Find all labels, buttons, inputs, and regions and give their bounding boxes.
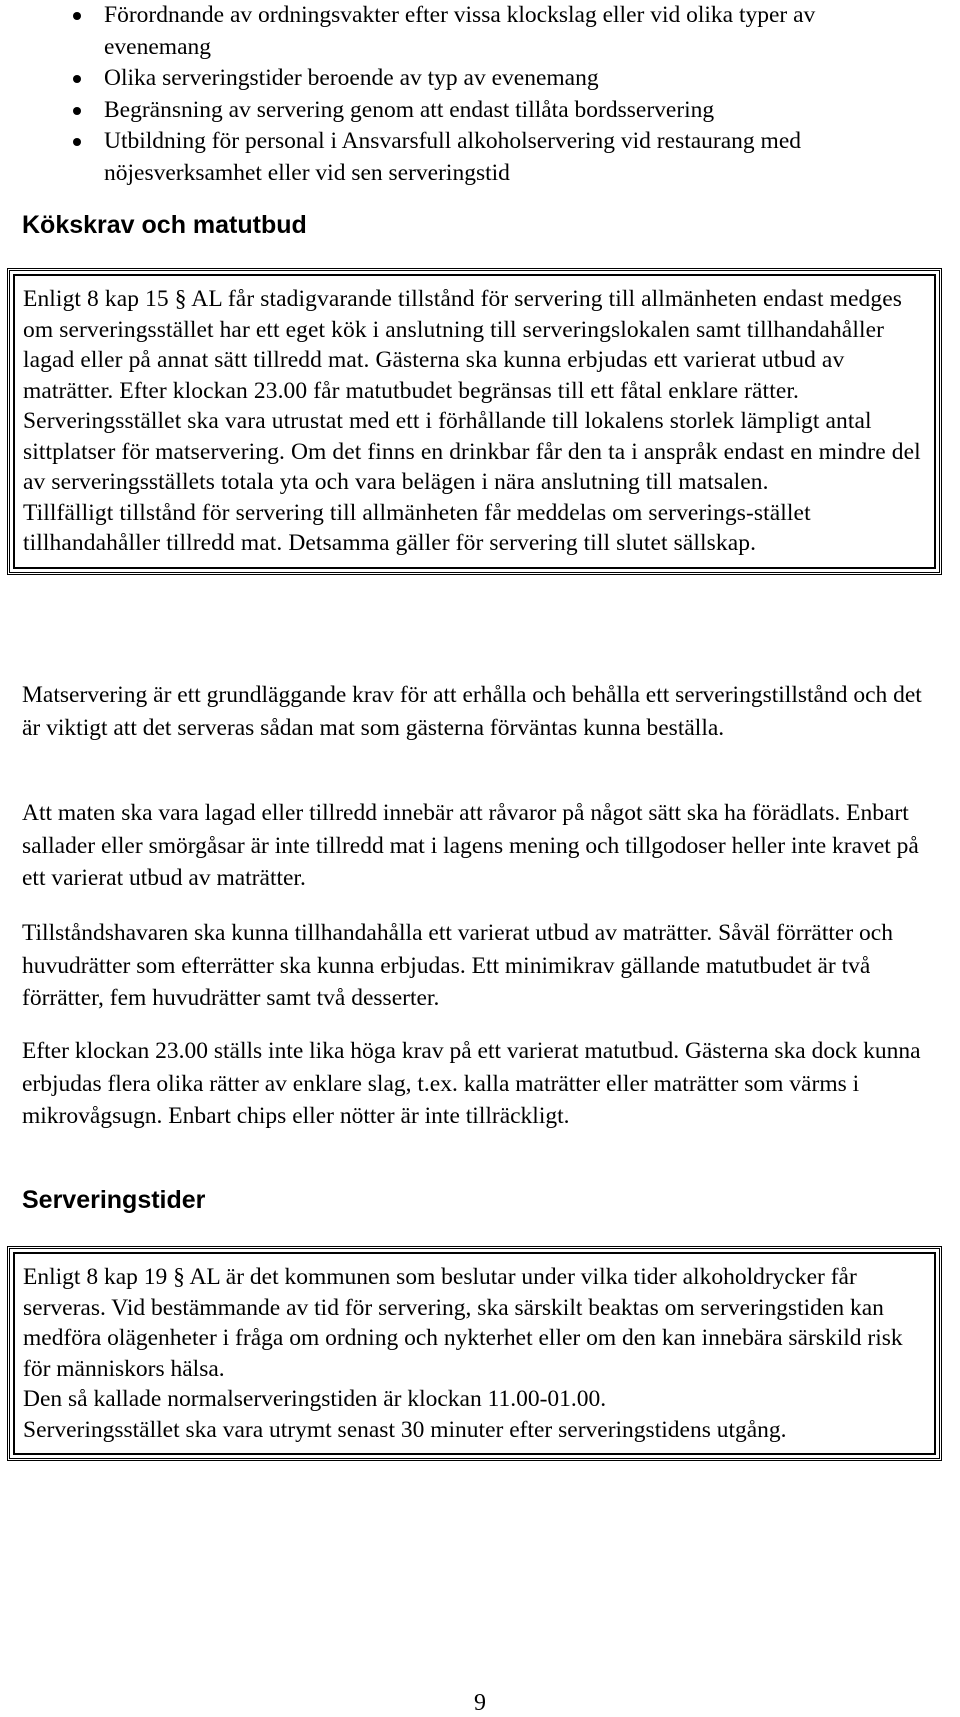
law-box-inner	[13, 274, 936, 569]
law-box-paragraph: Serveringsstället ska vara utrustat med ett i förhållande till lokalens storlek lämpligt antal sittplatser för matservering. Om det finns en drinkbar får den ta i anspråk endast en mindre del av serveringsställets totala yta och vara belägen i nära anslutning till matsalen.	[23, 408, 921, 495]
bullet-item	[24, 63, 924, 95]
body-paragraph: Tillståndshavaren ska kunna tillhandahålla ett varierat utbud av maträtter. Såväl förrätter och huvudrätter som efterrätter ska kunna erbjudas. Ett minimikrav gällande matutbudet är två förrätter, fem huvudrätter samt två desserter.	[22, 920, 893, 1011]
bullet-list	[24, 0, 924, 189]
bullet-dot-icon	[73, 75, 81, 83]
body-paragraph: Efter klockan 23.00 ställs inte lika höga krav på ett varierat matutbud. Gästerna ska dock kunna erbjudas flera olika rätter av enklare slag, t.ex. kalla maträtter eller maträtter som värms i mikrovågsugn. Enbart chips eller nötter är inte tillräckligt.	[22, 1038, 921, 1129]
bullet-dot-icon	[73, 107, 81, 115]
bullet-text: Olika serveringstider beroende av typ av evenemang	[104, 65, 599, 91]
law-box-paragraph: Serveringsstället ska vara utrymt senast 30 minuter efter serveringstidens utgång.	[23, 1416, 787, 1443]
law-box-paragraph: Enligt 8 kap 15 § AL får stadigvarande tillstånd för servering till allmänheten endast medges om serveringsstället har ett eget kök i anslutning till serveringslokalen samt tillhandahåller lagad eller på annat sätt tillredd mat. Gästerna ska kunna erbjudas ett varierat utbud av maträtter. Efter klockan 23.00 får matutbudet begränsas till ett fåtal enklare rätter.	[23, 286, 902, 404]
section-heading-kokskrav: Kökskrav och matutbud	[22, 211, 307, 239]
page-number: 9	[474, 1690, 486, 1716]
law-box-kokskrav	[7, 268, 942, 575]
section-heading-serveringstider: Serveringstider	[22, 1186, 206, 1214]
bullet-item	[24, 0, 924, 63]
bullet-text: Begränsning av servering genom att endast tillåta bordsservering	[104, 96, 715, 123]
bullet-item	[24, 95, 924, 127]
bullet-dot-icon	[73, 138, 81, 146]
law-box-paragraph: Tillfälligt tillstånd för servering till allmänheten får meddelas om serverings-stället tillhandahåller tillredd mat. Detsamma gäller för servering till slutet sällskap.	[23, 499, 811, 556]
bullet-item	[24, 126, 924, 189]
law-box-paragraph: Enligt 8 kap 19 § AL är det kommunen som beslutar under vilka tider alkoholdrycker får serveras. Vid bestämmande av tid för servering, ska särskilt beaktas om serveringstiden kan medföra olägenheter i fråga om ordning och nykterhet eller om den kan innebära särskild risk för människors hälsa.	[23, 1264, 903, 1382]
body-paragraph: Att maten ska vara lagad eller tillredd innebär att råvaror på något sätt ska ha förädlats. Enbart sallader eller smörgåsar är inte tillredd mat i lagens mening och tillgodoser heller inte kravet på ett varierat utbud av maträtter.	[22, 800, 919, 891]
law-box-inner	[13, 1252, 936, 1455]
bullet-text: Utbildning för personal i Ansvarsfull alkoholservering vid restaurang med nöjesverksamhet eller vid sen serveringstid	[104, 128, 802, 186]
law-box-serveringstider	[7, 1246, 942, 1461]
body-paragraph: Matservering är ett grundläggande krav för att erhålla och behålla ett serveringstillstånd och det är viktigt att det serveras sådan mat som gästerna förväntas kunna beställa.	[22, 682, 922, 741]
bullet-text: Förordnande av ordningsvakter efter vissa klockslag eller vid olika typer av evenemang	[104, 2, 816, 60]
bullet-dot-icon	[73, 12, 81, 20]
law-box-paragraph: Den så kallade normalserveringstiden är klockan 11.00-01.00.	[23, 1386, 607, 1412]
